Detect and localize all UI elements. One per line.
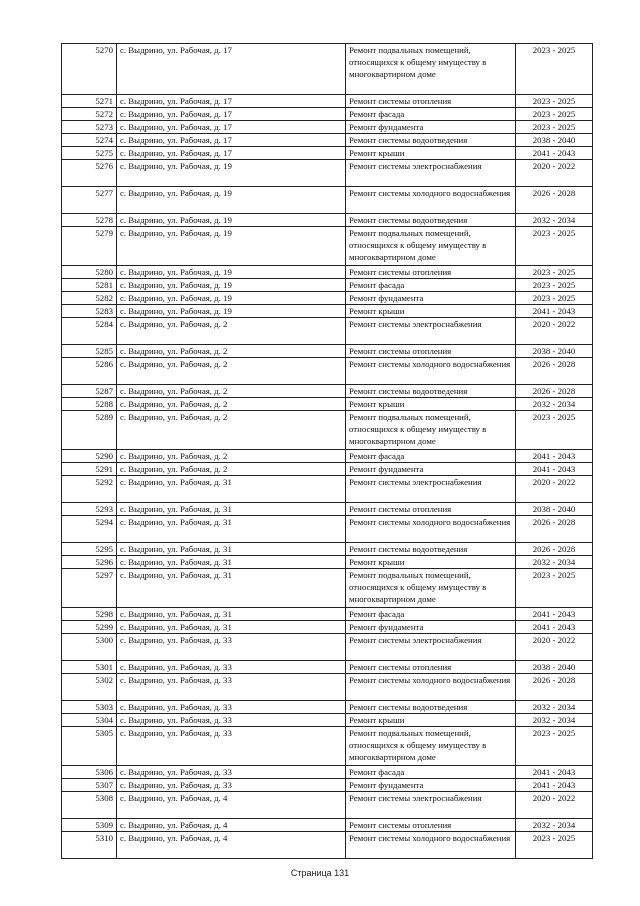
- table-row: [62, 227, 593, 266]
- row-number: 5289: [62, 411, 117, 450]
- row-address: с. Выдрино, ул. Рабочая, д. 4: [117, 832, 346, 859]
- row-number: 5297: [62, 569, 117, 608]
- row-address: с. Выдрино, ул. Рабочая, д. 31: [117, 476, 346, 503]
- table-row: [62, 147, 593, 160]
- row-term: 2023 - 2025: [516, 95, 593, 108]
- row-term: 2023 - 2025: [516, 411, 593, 450]
- row-work-type: Ремонт фундамента: [346, 779, 516, 792]
- row-term: 2041 - 2043: [516, 450, 593, 463]
- row-number: 5286: [62, 358, 117, 385]
- row-term: 2038 - 2040: [516, 503, 593, 516]
- row-term: 2023 - 2025: [516, 292, 593, 305]
- row-work-type: Ремонт подвальных помещений, относящихся к общему имуществу в многоквартирном доме: [346, 727, 516, 766]
- table-row: [62, 266, 593, 279]
- row-address: с. Выдрино, ул. Рабочая, д. 2: [117, 411, 346, 450]
- row-address: с. Выдрино, ул. Рабочая, д. 2: [117, 318, 346, 345]
- table-row: [62, 345, 593, 358]
- table-row: [62, 318, 593, 345]
- row-term: 2020 - 2022: [516, 476, 593, 503]
- row-number: 5280: [62, 266, 117, 279]
- row-address: с. Выдрино, ул. Рабочая, д. 19: [117, 160, 346, 187]
- row-term: 2023 - 2025: [516, 108, 593, 121]
- row-address: с. Выдрино, ул. Рабочая, д. 31: [117, 569, 346, 608]
- row-work-type: Ремонт системы отопления: [346, 345, 516, 358]
- row-term: 2023 - 2025: [516, 266, 593, 279]
- row-term: 2032 - 2034: [516, 398, 593, 411]
- row-term: 2041 - 2043: [516, 305, 593, 318]
- row-address: с. Выдрино, ул. Рабочая, д. 19: [117, 279, 346, 292]
- row-term: 2023 - 2025: [516, 227, 593, 266]
- row-address: с. Выдрино, ул. Рабочая, д. 33: [117, 727, 346, 766]
- row-work-type: Ремонт системы электроснабжения: [346, 792, 516, 819]
- row-number: 5291: [62, 463, 117, 476]
- table-row: [62, 160, 593, 187]
- table-row: [62, 187, 593, 214]
- row-number: 5307: [62, 779, 117, 792]
- row-address: с. Выдрино, ул. Рабочая, д. 17: [117, 44, 346, 95]
- table-row: [62, 714, 593, 727]
- row-address: с. Выдрино, ул. Рабочая, д. 2: [117, 385, 346, 398]
- row-term: 2020 - 2022: [516, 318, 593, 345]
- row-number: 5277: [62, 187, 117, 214]
- table-row: [62, 779, 593, 792]
- row-address: с. Выдрино, ул. Рабочая, д. 17: [117, 108, 346, 121]
- row-number: 5275: [62, 147, 117, 160]
- row-address: с. Выдрино, ул. Рабочая, д. 33: [117, 674, 346, 701]
- row-term: 2023 - 2025: [516, 727, 593, 766]
- row-number: 5301: [62, 661, 117, 674]
- row-address: с. Выдрино, ул. Рабочая, д. 33: [117, 766, 346, 779]
- row-number: 5310: [62, 832, 117, 859]
- row-work-type: Ремонт системы отопления: [346, 95, 516, 108]
- row-address: с. Выдрино, ул. Рабочая, д. 2: [117, 450, 346, 463]
- row-term: 2023 - 2025: [516, 832, 593, 859]
- row-address: с. Выдрино, ул. Рабочая, д. 17: [117, 147, 346, 160]
- table-row: [62, 766, 593, 779]
- table-row: [62, 121, 593, 134]
- table-row: [62, 134, 593, 147]
- page-footer: Страница 131: [290, 868, 350, 878]
- row-work-type: Ремонт фасада: [346, 608, 516, 621]
- row-number: 5294: [62, 516, 117, 543]
- row-number: 5287: [62, 385, 117, 398]
- row-term: 2032 - 2034: [516, 214, 593, 227]
- table-body: [62, 44, 593, 859]
- row-work-type: Ремонт системы холодного водоснабжения: [346, 674, 516, 701]
- row-work-type: Ремонт крыши: [346, 147, 516, 160]
- row-work-type: Ремонт системы холодного водоснабжения: [346, 358, 516, 385]
- row-work-type: Ремонт фундамента: [346, 621, 516, 634]
- row-address: с. Выдрино, ул. Рабочая, д. 31: [117, 503, 346, 516]
- row-work-type: Ремонт подвальных помещений, относящихся к общему имуществу в многоквартирном доме: [346, 44, 516, 95]
- row-term: 2026 - 2028: [516, 543, 593, 556]
- row-work-type: Ремонт подвальных помещений, относящихся к общему имуществу в многоквартирном доме: [346, 411, 516, 450]
- row-term: 2032 - 2034: [516, 701, 593, 714]
- row-work-type: Ремонт фундамента: [346, 121, 516, 134]
- row-work-type: Ремонт системы водоотведения: [346, 701, 516, 714]
- row-number: 5298: [62, 608, 117, 621]
- table-row: [62, 516, 593, 543]
- row-term: 2020 - 2022: [516, 634, 593, 661]
- table-row: [62, 661, 593, 674]
- table-row: [62, 411, 593, 450]
- row-term: 2038 - 2040: [516, 345, 593, 358]
- row-number: 5285: [62, 345, 117, 358]
- table-row: [62, 608, 593, 621]
- row-number: 5279: [62, 227, 117, 266]
- table-row: [62, 279, 593, 292]
- row-term: 2023 - 2025: [516, 279, 593, 292]
- row-term: 2026 - 2028: [516, 385, 593, 398]
- row-work-type: Ремонт подвальных помещений, относящихся к общему имуществу в многоквартирном доме: [346, 569, 516, 608]
- table-row: [62, 634, 593, 661]
- row-term: 2023 - 2025: [516, 44, 593, 95]
- row-address: с. Выдрино, ул. Рабочая, д. 19: [117, 305, 346, 318]
- row-address: с. Выдрино, ул. Рабочая, д. 2: [117, 358, 346, 385]
- row-work-type: Ремонт фундамента: [346, 463, 516, 476]
- row-term: 2026 - 2028: [516, 358, 593, 385]
- row-term: 2026 - 2028: [516, 674, 593, 701]
- table-row: [62, 556, 593, 569]
- table-row: [62, 214, 593, 227]
- row-work-type: Ремонт крыши: [346, 714, 516, 727]
- row-term: 2041 - 2043: [516, 463, 593, 476]
- row-number: 5284: [62, 318, 117, 345]
- row-work-type: Ремонт крыши: [346, 305, 516, 318]
- table-row: [62, 450, 593, 463]
- table-row: [62, 674, 593, 701]
- table-row: [62, 832, 593, 859]
- row-work-type: Ремонт фасада: [346, 108, 516, 121]
- row-address: с. Выдрино, ул. Рабочая, д. 17: [117, 95, 346, 108]
- row-number: 5292: [62, 476, 117, 503]
- table-row: [62, 543, 593, 556]
- row-term: 2041 - 2043: [516, 147, 593, 160]
- row-number: 5283: [62, 305, 117, 318]
- row-work-type: Ремонт системы отопления: [346, 503, 516, 516]
- row-term: 2026 - 2028: [516, 516, 593, 543]
- row-work-type: Ремонт системы электроснабжения: [346, 160, 516, 187]
- table-row: [62, 292, 593, 305]
- row-address: с. Выдрино, ул. Рабочая, д. 17: [117, 121, 346, 134]
- row-number: 5305: [62, 727, 117, 766]
- row-work-type: Ремонт системы отопления: [346, 266, 516, 279]
- table-row: [62, 503, 593, 516]
- row-address: с. Выдрино, ул. Рабочая, д. 33: [117, 714, 346, 727]
- row-term: 2041 - 2043: [516, 779, 593, 792]
- row-work-type: Ремонт системы отопления: [346, 661, 516, 674]
- table-row: [62, 463, 593, 476]
- row-number: 5303: [62, 701, 117, 714]
- row-address: с. Выдрино, ул. Рабочая, д. 33: [117, 661, 346, 674]
- row-address: с. Выдрино, ул. Рабочая, д. 31: [117, 543, 346, 556]
- row-term: 2041 - 2043: [516, 766, 593, 779]
- row-work-type: Ремонт системы водоотведения: [346, 134, 516, 147]
- table-row: [62, 385, 593, 398]
- row-work-type: Ремонт системы водоотведения: [346, 543, 516, 556]
- row-address: с. Выдрино, ул. Рабочая, д. 2: [117, 345, 346, 358]
- row-work-type: Ремонт фасада: [346, 450, 516, 463]
- table-row: [62, 305, 593, 318]
- row-number: 5306: [62, 766, 117, 779]
- table-row: [62, 95, 593, 108]
- row-address: с. Выдрино, ул. Рабочая, д. 33: [117, 634, 346, 661]
- row-term: 2041 - 2043: [516, 621, 593, 634]
- row-term: 2032 - 2034: [516, 556, 593, 569]
- row-address: с. Выдрино, ул. Рабочая, д. 31: [117, 516, 346, 543]
- row-work-type: Ремонт фасада: [346, 279, 516, 292]
- row-number: 5270: [62, 44, 117, 95]
- row-address: с. Выдрино, ул. Рабочая, д. 19: [117, 266, 346, 279]
- row-address: с. Выдрино, ул. Рабочая, д. 17: [117, 134, 346, 147]
- row-work-type: Ремонт фундамента: [346, 292, 516, 305]
- row-number: 5288: [62, 398, 117, 411]
- row-number: 5272: [62, 108, 117, 121]
- row-term: 2032 - 2034: [516, 819, 593, 832]
- row-address: с. Выдрино, ул. Рабочая, д. 19: [117, 292, 346, 305]
- row-address: с. Выдрино, ул. Рабочая, д. 33: [117, 779, 346, 792]
- table-row: [62, 108, 593, 121]
- table-row: [62, 569, 593, 608]
- row-work-type: Ремонт системы водоотведения: [346, 214, 516, 227]
- row-term: 2038 - 2040: [516, 661, 593, 674]
- row-number: 5282: [62, 292, 117, 305]
- row-work-type: Ремонт подвальных помещений, относящихся к общему имуществу в многоквартирном доме: [346, 227, 516, 266]
- table-row: [62, 701, 593, 714]
- table-row: [62, 476, 593, 503]
- row-address: с. Выдрино, ул. Рабочая, д. 31: [117, 621, 346, 634]
- row-address: с. Выдрино, ул. Рабочая, д. 2: [117, 398, 346, 411]
- row-term: 2023 - 2025: [516, 569, 593, 608]
- row-work-type: Ремонт системы отопления: [346, 819, 516, 832]
- row-work-type: Ремонт крыши: [346, 556, 516, 569]
- row-number: 5295: [62, 543, 117, 556]
- table-row: [62, 792, 593, 819]
- row-term: 2026 - 2028: [516, 187, 593, 214]
- row-number: 5293: [62, 503, 117, 516]
- row-number: 5278: [62, 214, 117, 227]
- row-term: 2023 - 2025: [516, 121, 593, 134]
- row-number: 5300: [62, 634, 117, 661]
- row-address: с. Выдрино, ул. Рабочая, д. 31: [117, 608, 346, 621]
- row-address: с. Выдрино, ул. Рабочая, д. 19: [117, 187, 346, 214]
- row-number: 5271: [62, 95, 117, 108]
- row-work-type: Ремонт фасада: [346, 766, 516, 779]
- table-row: [62, 44, 593, 95]
- row-term: 2041 - 2043: [516, 608, 593, 621]
- row-address: с. Выдрино, ул. Рабочая, д. 33: [117, 701, 346, 714]
- repair-schedule-table: [61, 43, 593, 859]
- table-row: [62, 621, 593, 634]
- row-address: с. Выдрино, ул. Рабочая, д. 19: [117, 214, 346, 227]
- row-work-type: Ремонт системы электроснабжения: [346, 634, 516, 661]
- row-number: 5276: [62, 160, 117, 187]
- row-work-type: Ремонт системы холодного водоснабжения: [346, 832, 516, 859]
- table-row: [62, 727, 593, 766]
- row-number: 5273: [62, 121, 117, 134]
- row-number: 5281: [62, 279, 117, 292]
- row-number: 5274: [62, 134, 117, 147]
- row-term: 2038 - 2040: [516, 134, 593, 147]
- row-address: с. Выдрино, ул. Рабочая, д. 4: [117, 819, 346, 832]
- row-term: 2032 - 2034: [516, 714, 593, 727]
- row-work-type: Ремонт системы водоотведения: [346, 385, 516, 398]
- table-row: [62, 398, 593, 411]
- row-work-type: Ремонт системы холодного водоснабжения: [346, 187, 516, 214]
- row-number: 5299: [62, 621, 117, 634]
- row-work-type: Ремонт системы электроснабжения: [346, 318, 516, 345]
- row-work-type: Ремонт крыши: [346, 398, 516, 411]
- row-address: с. Выдрино, ул. Рабочая, д. 2: [117, 463, 346, 476]
- row-address: с. Выдрино, ул. Рабочая, д. 31: [117, 556, 346, 569]
- row-number: 5304: [62, 714, 117, 727]
- row-number: 5309: [62, 819, 117, 832]
- row-work-type: Ремонт системы электроснабжения: [346, 476, 516, 503]
- row-term: 2020 - 2022: [516, 160, 593, 187]
- row-number: 5308: [62, 792, 117, 819]
- row-number: 5296: [62, 556, 117, 569]
- row-address: с. Выдрино, ул. Рабочая, д. 19: [117, 227, 346, 266]
- row-work-type: Ремонт системы холодного водоснабжения: [346, 516, 516, 543]
- row-number: 5290: [62, 450, 117, 463]
- table-row: [62, 819, 593, 832]
- row-address: с. Выдрино, ул. Рабочая, д. 4: [117, 792, 346, 819]
- row-number: 5302: [62, 674, 117, 701]
- table-row: [62, 358, 593, 385]
- row-term: 2020 - 2022: [516, 792, 593, 819]
